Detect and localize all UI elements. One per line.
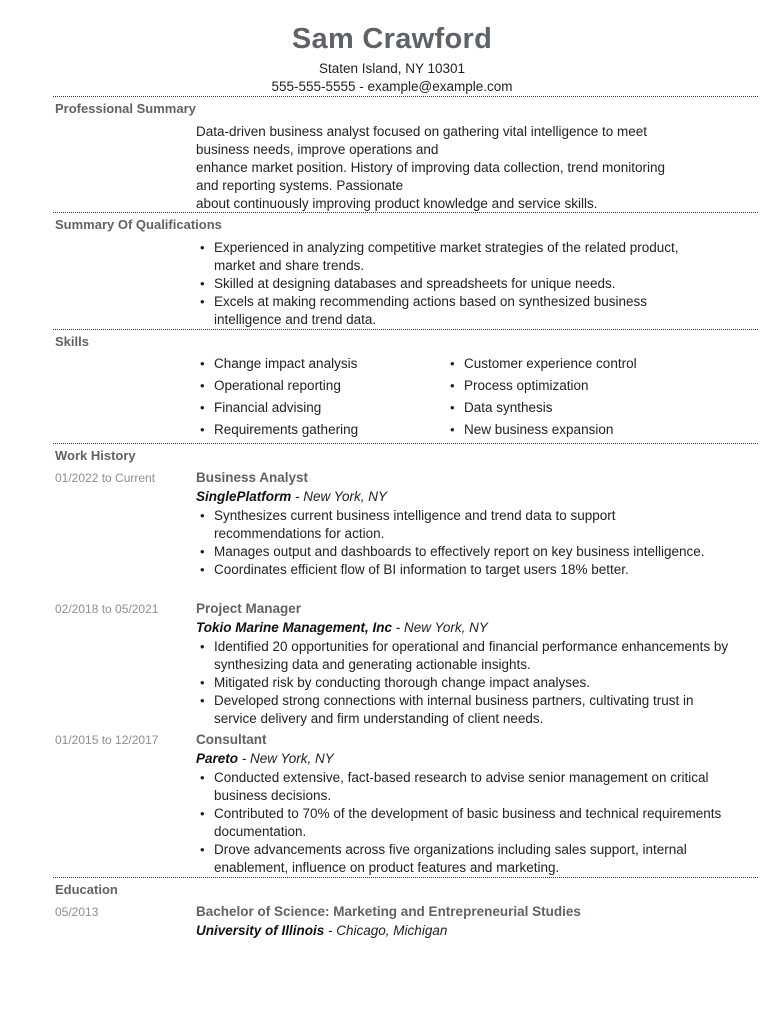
list-item: • Experienced in analyzing competitive market strategies of the related product, market and share trends. <box>196 239 696 275</box>
list-item: • Identified 20 opportunities for operational and financial performance enhancements by synthesizing data and generating actionable insights. <box>196 638 736 674</box>
school-name: University of Illinois <box>196 923 325 938</box>
list-item: • Drove advancements across five organizations including sales support, internal enablement, influence on product features and marketing. <box>196 841 736 877</box>
job-details <box>196 469 756 579</box>
list-item: • Mitigated risk by conducting thorough change impact analyses. <box>196 674 736 692</box>
job-dates: 02/2018 to 05/2021 <box>55 602 159 616</box>
contact-info: 555-555-5555 - example@example.com <box>271 79 513 94</box>
degree: Bachelor of Science: Marketing and Entrepreneurial Studies <box>196 904 581 919</box>
employer-line <box>196 618 756 638</box>
list-item: • Contributed to 70% of the development of basic business and technical requirements documentation. <box>196 805 736 841</box>
skill-item: • Requirements gathering <box>196 421 446 439</box>
summary-line: business needs, improve operations and <box>196 142 439 157</box>
resume-header <box>0 0 784 96</box>
skill-item: • Process optimization <box>446 377 726 395</box>
list-item: • Manages output and dashboards to effectively report on key business intelligence. <box>196 543 716 561</box>
section-education <box>53 877 758 938</box>
employer-location: - New York, NY <box>291 489 388 504</box>
employer-name: Tokio Marine Management, Inc <box>196 620 393 635</box>
job-details <box>196 600 756 728</box>
list-item: • Developed strong connections with internal business partners, cultivating trust in service delivery and firm understanding of client needs. <box>196 692 736 728</box>
list-item: • Conducted extensive, fact-based research to advise senior management on critical business decisions. <box>196 769 736 805</box>
job-dates: 01/2022 to Current <box>55 471 156 485</box>
skills-list <box>196 355 756 439</box>
candidate-name: Sam Crawford <box>291 23 493 55</box>
list-item: • Excels at making recommending actions based on synthesized business intelligence and trend data. <box>196 293 696 329</box>
education-date: 05/2013 <box>55 905 99 919</box>
skill-item: • Data synthesis <box>446 399 726 417</box>
skill-item: • Customer experience control <box>446 355 726 373</box>
list-item: • Coordinates efficient flow of BI information to target users 18% better. <box>196 561 716 579</box>
qualifications-list <box>196 239 696 329</box>
employer-line <box>196 487 756 507</box>
employer-name: SinglePlatform <box>196 489 292 504</box>
job-bullets <box>196 507 716 579</box>
employer-location: - New York, NY <box>392 620 488 635</box>
employer-line <box>196 749 756 769</box>
skill-item: • Financial advising <box>196 399 446 417</box>
skill-item: • Operational reporting <box>196 377 446 395</box>
job-title: Business Analyst <box>196 470 309 485</box>
summary-text <box>196 123 756 213</box>
employer-name: Pareto <box>196 751 239 766</box>
job-dates: 01/2015 to 12/2017 <box>55 733 159 747</box>
list-item: • Synthesizes current business intelligence and trend data to support recommendations for action. <box>196 507 716 543</box>
section-title: Skills <box>55 334 89 349</box>
summary-line: and reporting systems. Passionate <box>196 178 404 193</box>
summary-line: enhance market position. History of improving data collection, trend monitoring <box>196 160 665 175</box>
list-item: • Skilled at designing databases and spreadsheets for unique needs. <box>196 275 696 293</box>
section-skills <box>53 329 758 437</box>
job-details <box>196 731 756 877</box>
job-bullets <box>196 638 736 728</box>
school-line <box>196 921 756 941</box>
school-location: - Chicago, Michigan <box>324 923 448 938</box>
job-bullets <box>196 769 736 877</box>
section-professional-summary <box>53 96 758 211</box>
education-details <box>196 903 756 941</box>
section-work-history <box>53 443 758 873</box>
job-title: Project Manager <box>196 601 302 616</box>
skill-item: • Change impact analysis <box>196 355 446 373</box>
summary-line: about continuously improving product knowledge and service skills. <box>196 196 598 211</box>
section-title: Summary Of Qualifications <box>55 217 222 232</box>
address: Staten Island, NY 10301 <box>318 61 466 76</box>
section-qualifications <box>53 212 758 327</box>
job-title: Consultant <box>196 732 267 747</box>
employer-location: - New York, NY <box>238 751 334 766</box>
section-title: Professional Summary <box>55 101 196 116</box>
section-title: Work History <box>55 448 136 463</box>
skill-item: • New business expansion <box>446 421 726 439</box>
section-title: Education <box>55 882 118 897</box>
summary-line: Data-driven business analyst focused on gathering vital intelligence to meet <box>196 124 648 139</box>
